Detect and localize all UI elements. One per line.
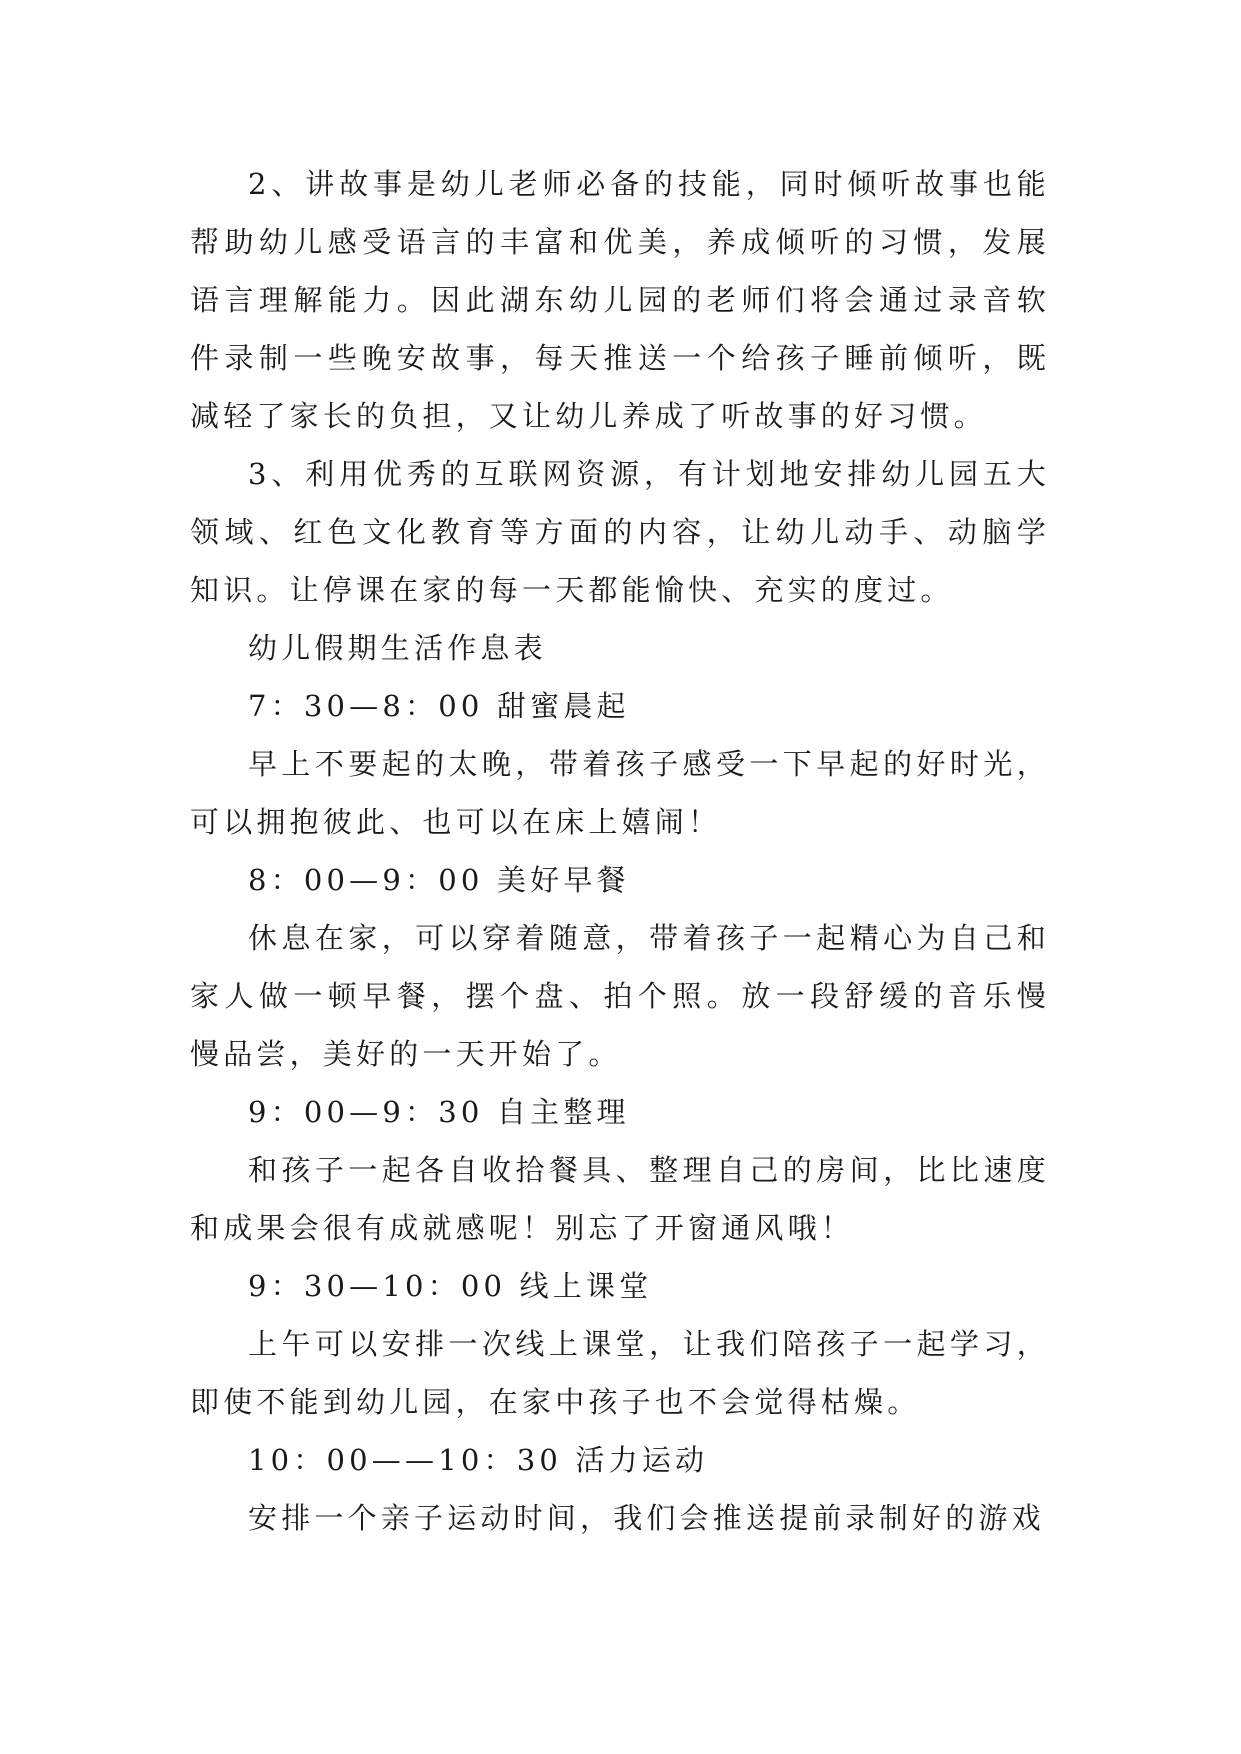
schedule-title: 幼儿假期生活作息表 xyxy=(248,631,547,665)
schedule-time-tidy: 9：00—9：30 自主整理 xyxy=(248,1095,630,1129)
schedule-desc-exercise: 安排一个亲子运动时间，我们会推送提前录制好的游戏 xyxy=(248,1501,1045,1535)
document-body xyxy=(190,155,1050,1547)
schedule-desc-online-class: 上午可以安排一次线上课堂，让我们陪孩子一起学习，即使不能到幼儿园，在家中孩子也不会觉得枯燥。 xyxy=(190,1327,1050,1419)
schedule-time-online-class: 9：30—10：00 线上课堂 xyxy=(248,1269,653,1303)
schedule-desc-wakeup: 早上不要起的太晚，带着孩子感受一下早起的好时光，可以拥抱彼此、也可以在床上嬉闹！ xyxy=(190,747,1050,839)
schedule-desc-breakfast: 休息在家，可以穿着随意，带着孩子一起精心为自己和家人做一顿早餐，摆个盘、拍个照。放一段舒缓的音乐慢慢品尝，美好的一天开始了。 xyxy=(190,921,1050,1071)
schedule-time-breakfast: 8：00—9：00 美好早餐 xyxy=(248,863,630,897)
schedule-time-wakeup: 7：30—8：00 甜蜜晨起 xyxy=(248,689,630,723)
schedule-desc-tidy: 和孩子一起各自收拾餐具、整理自己的房间，比比速度和成果会很有成就感呢！别忘了开窗通风哦！ xyxy=(190,1153,1050,1245)
paragraph-internet-resources: 3、利用优秀的互联网资源，有计划地安排幼儿园五大领域、红色文化教育等方面的内容，让幼儿动手、动脑学知识。让停课在家的每一天都能愉快、充实的度过。 xyxy=(190,457,1050,607)
paragraph-storytelling: 2、讲故事是幼儿老师必备的技能，同时倾听故事也能帮助幼儿感受语言的丰富和优美，养成倾听的习惯，发展语言理解能力。因此湖东幼儿园的老师们将会通过录音软件录制一些晚安故事，每天推送一个给孩子睡前倾听，既减轻了家长的负担，又让幼儿养成了听故事的好习惯。 xyxy=(190,167,1050,433)
schedule-time-exercise: 10：00——10：30 活力运动 xyxy=(248,1443,709,1477)
